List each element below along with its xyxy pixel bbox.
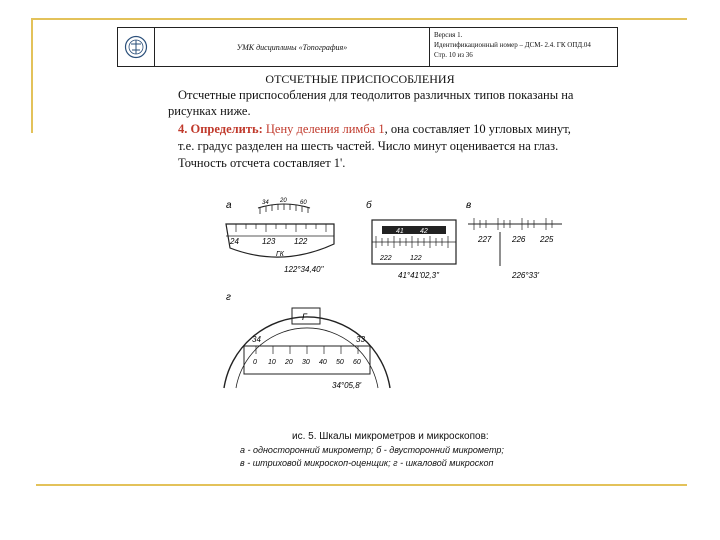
v-num-2: 226 — [512, 235, 526, 244]
document-meta — [430, 28, 617, 66]
b-reading: 41°41'02,3" — [398, 271, 439, 280]
figure-caption-line-1: а - односторонний микрометр; б - двусторонний микрометр; — [240, 445, 504, 455]
logo-cell — [118, 28, 155, 66]
g-scale-0: 0 — [253, 359, 257, 366]
university-logo-icon — [124, 35, 148, 59]
b-bottom-1: 222 — [380, 255, 392, 262]
paragraph-3: т.е. градус разделен на шесть частей. Число минут оценивается на глаз. — [178, 139, 559, 153]
scales-figure — [222, 196, 562, 396]
a-top-label-3: 60 — [300, 200, 307, 206]
a-reading: 122°34,40" — [284, 265, 324, 274]
g-scale-2: 20 — [285, 359, 293, 366]
g-scale-1: 10 — [268, 359, 276, 366]
task-rest: , она составляет 10 угловых минут, — [384, 122, 571, 136]
paragraph-1b: рисунках ниже. — [168, 104, 251, 118]
v-reading: 226°33' — [512, 271, 539, 280]
paragraph-2 — [178, 122, 648, 138]
figure-caption-title: ис. 5. Шкалы микрометров и микроскопов: — [292, 431, 489, 442]
g-reading: 34°05,8' — [332, 381, 362, 390]
task-highlight: Цену деления лимба 1 — [265, 122, 385, 136]
label-b: б — [366, 200, 372, 211]
version-text: Версия 1. — [434, 31, 463, 39]
a-mark: ГК — [276, 251, 284, 258]
bottom-accent-line — [36, 484, 687, 486]
discipline-cell: УМК дисциплины «Топография» — [155, 28, 430, 66]
v-num-1: 227 — [478, 235, 492, 244]
label-g: г — [226, 292, 231, 303]
a-top-label-1: 34 — [262, 200, 269, 206]
g-scale-5: 50 — [336, 359, 344, 366]
paragraph-4: Точность отсчета составляет 1'. — [178, 156, 346, 170]
b-top-2: 42 — [420, 228, 428, 235]
g-window-mark: Г — [302, 312, 307, 322]
label-a: а — [226, 200, 232, 211]
page-number: Стр. 10 из 36 — [434, 51, 473, 59]
top-accent-line — [31, 18, 687, 20]
a-num-1: 24 — [230, 237, 239, 246]
task-label: 4. Определить: — [178, 122, 263, 136]
g-scale-6: 60 — [353, 359, 361, 366]
ident-text: Идентификационный номер – ДСМ- 2.4. ГК ОПД.04 — [434, 41, 591, 49]
v-num-3: 225 — [540, 235, 554, 244]
b-bottom-2: 122 — [410, 255, 422, 262]
paragraph-1a: Отсчетные приспособления для теодолитов различных типов показаны на — [178, 88, 574, 102]
b-top-1: 41 — [396, 228, 404, 235]
figure-caption-line-2: в - штриховой микроскоп-оценщик; г - шкаловой микроскоп — [240, 458, 494, 468]
label-v: в — [466, 200, 472, 211]
g-scale-4: 40 — [319, 359, 327, 366]
g-scale-3: 30 — [302, 359, 310, 366]
a-num-2: 123 — [262, 237, 276, 246]
document-header — [117, 27, 618, 67]
g-top-2: 33 — [356, 335, 365, 344]
section-title: ОТСЧЕТНЫЕ ПРИСПОСОБЛЕНИЯ — [265, 72, 455, 86]
a-top-label-2: 20 — [280, 198, 287, 204]
a-num-3: 122 — [294, 237, 308, 246]
g-top-1: 34 — [252, 335, 261, 344]
